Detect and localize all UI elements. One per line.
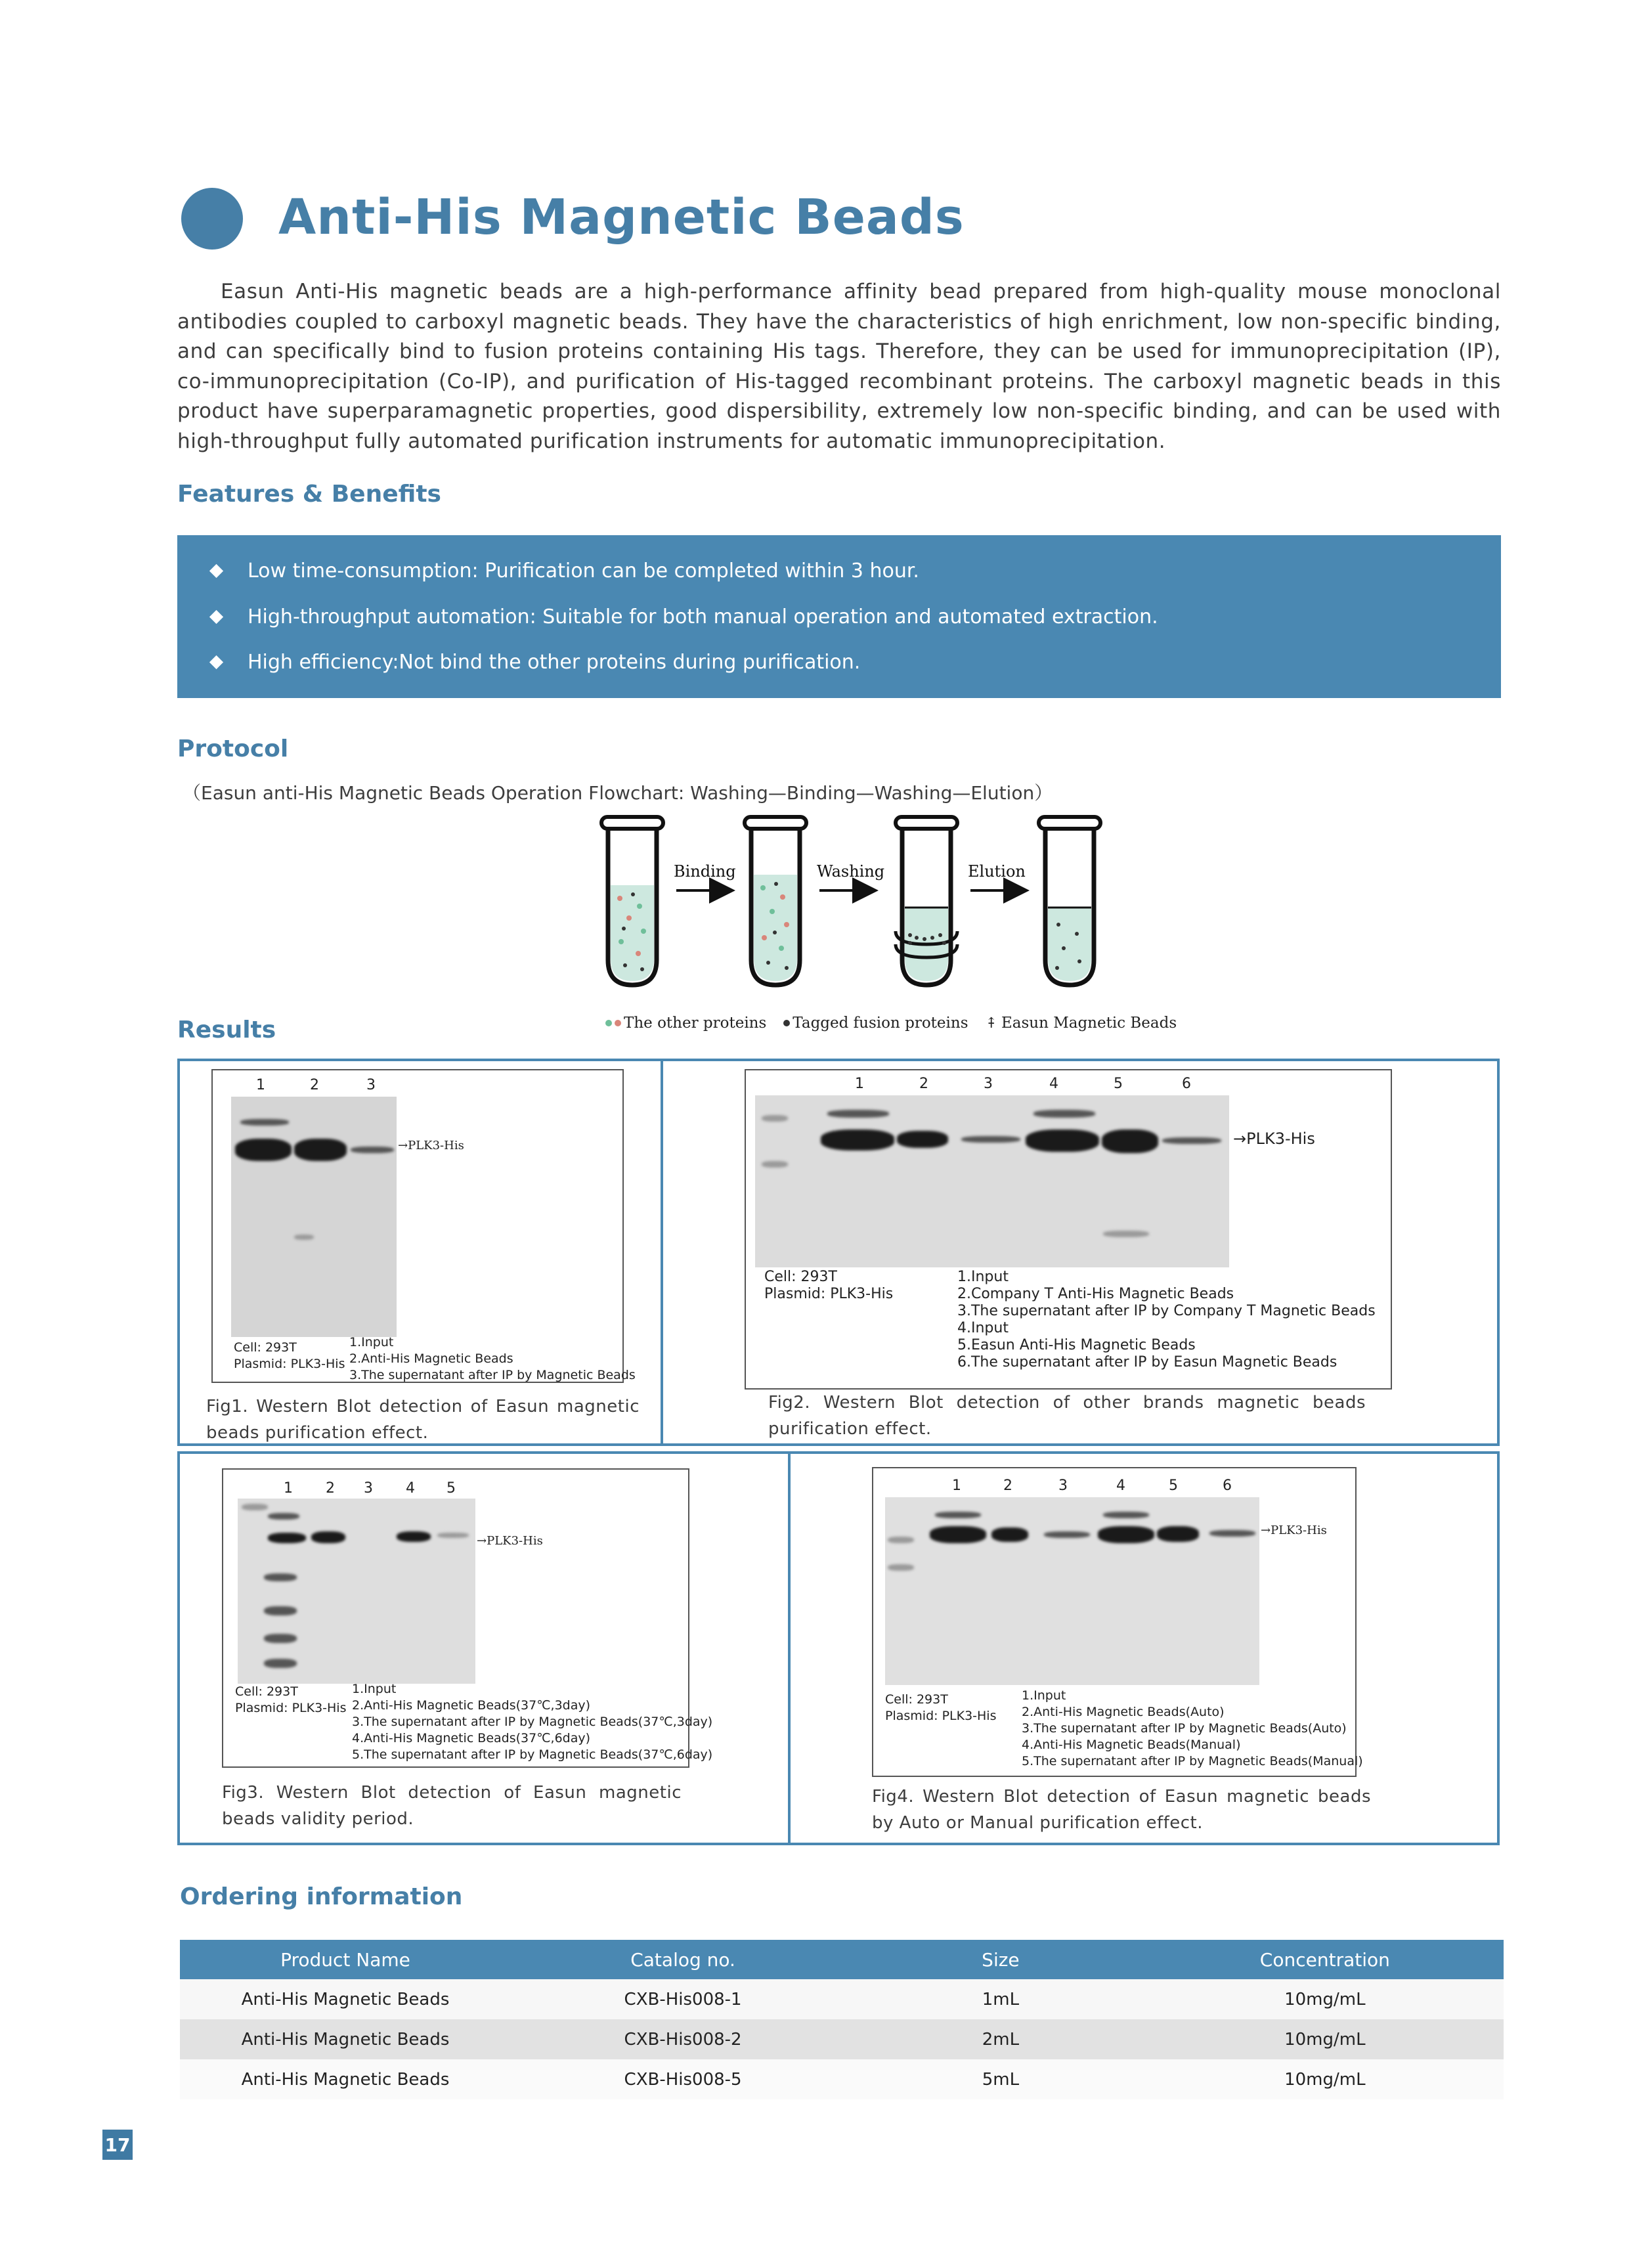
fig4-caption: Fig4. Western Blot detection of Easun magnetic beads by Auto or Manual purification effect. <box>872 1787 1371 1833</box>
lane-legend-item: 5.The supernatant after IP by Magnetic Beads(Manual) <box>1022 1754 1363 1768</box>
lane-number: 5 <box>1114 1076 1123 1092</box>
lane-legend-item: 1.Input <box>957 1269 1009 1285</box>
fig3-panel <box>177 1451 791 1845</box>
lane-number: 2 <box>326 1480 335 1497</box>
fig1-lane-legend <box>349 1334 636 1384</box>
legend-tagged-proteins <box>783 1015 968 1032</box>
fig1-caption: Fig1. Western Blot detection of Easun magnetic beads purification effect. <box>206 1397 640 1443</box>
fig2-target-label: →PLK3-His <box>1233 1129 1315 1148</box>
fig3-cell-info <box>235 1684 346 1717</box>
lane-legend-item: 1.Input <box>349 1335 394 1349</box>
table-header-row <box>180 1940 1504 1979</box>
features-heading: Features & Benefits <box>177 481 441 508</box>
table-row <box>180 1979 1504 2019</box>
fig4-panel <box>788 1451 1500 1845</box>
fig1-panel <box>177 1059 663 1446</box>
features-box <box>177 535 1501 698</box>
lane-legend-item: 2.Anti-His Magnetic Beads(37℃,3day) <box>352 1698 591 1713</box>
fig4-cell-info <box>885 1692 996 1724</box>
lane-legend-item: 3.The supernatant after IP by Magnetic Beads <box>349 1368 636 1382</box>
fig2-lane-legend <box>957 1269 1376 1371</box>
diamond-bullet-icon <box>209 609 223 623</box>
lane-legend-item: 2.Company T Anti-His Magnetic Beads <box>957 1286 1234 1302</box>
lane-legend-item: 1.Input <box>1022 1688 1066 1703</box>
feature-item <box>209 649 860 675</box>
fig3-target-label: →PLK3-His <box>477 1534 543 1548</box>
lane-legend-item: 5.The supernatant after IP by Magnetic Beads(37℃,6day) <box>352 1747 713 1762</box>
green-dot-icon <box>605 1020 612 1026</box>
title-bullet <box>181 188 243 250</box>
lane-legend-item: 4.Input <box>957 1320 1009 1336</box>
lane-legend-item: 3.The supernatant after IP by Magnetic Beads(Auto) <box>1022 1721 1347 1736</box>
step-washing: Washing <box>817 862 885 881</box>
lane-legend-item: 6.The supernatant after IP by Easun Magnetic Beads <box>957 1354 1337 1370</box>
lane-number: 1 <box>256 1077 265 1093</box>
fig4-lane-legend <box>1022 1688 1363 1770</box>
plasmid-label: Plasmid: PLK3-His <box>885 1709 997 1723</box>
feature-text: Low time-consumption: Purification can be completed within 3 hour. <box>248 559 919 582</box>
fig4-blot-frame <box>872 1467 1363 1777</box>
fig2-cell-info <box>764 1269 893 1303</box>
lane-number: 3 <box>366 1077 376 1093</box>
protocol-description: （Easun anti-His Magnetic Beads Operation Flowchart: Washing—Binding—Washing—Elution） <box>183 782 1053 804</box>
lane-number: 2 <box>1003 1478 1012 1494</box>
lane-number: 6 <box>1223 1478 1232 1494</box>
lane-legend-item: 1.Input <box>352 1682 397 1696</box>
results-heading: Results <box>177 1017 276 1043</box>
tube-1-icon <box>601 817 663 985</box>
step-elution: Elution <box>968 862 1026 881</box>
plasmid-label: Plasmid: PLK3-His <box>234 1357 345 1371</box>
lane-legend-item: 2.Anti-His Magnetic Beads(Auto) <box>1022 1705 1225 1719</box>
cell-label: Cell: 293T <box>235 1684 298 1699</box>
lane-number: 3 <box>364 1480 373 1497</box>
table-cell: CXB-His008-2 <box>511 2019 855 2059</box>
fig1-blot-frame <box>211 1069 636 1383</box>
feature-item <box>209 603 1158 630</box>
table-cell: 10mg/mL <box>1146 2019 1504 2059</box>
protocol-flowchart <box>578 813 1116 1040</box>
fig3-lane-legend <box>352 1681 712 1763</box>
fig2-caption: Fig2. Western Blot detection of other brands magnetic beads purification effect. <box>768 1393 1366 1439</box>
legend-label: Tagged fusion proteins <box>793 1015 968 1032</box>
black-dot-icon <box>783 1020 790 1026</box>
legend-label: The other proteins <box>624 1015 767 1032</box>
table-cell: 10mg/mL <box>1146 1979 1504 2019</box>
cell-label: Cell: 293T <box>764 1269 837 1285</box>
fig2-blot-image <box>755 1095 1229 1267</box>
fig1-target-label: →PLK3-His <box>398 1139 464 1152</box>
fig4-blot-image <box>885 1497 1259 1685</box>
fig2-panel <box>661 1059 1500 1446</box>
feature-text: High efficiency:Not bind the other proteins during purification. <box>248 650 861 674</box>
lane-number: 4 <box>1049 1076 1058 1092</box>
lane-legend-item: 3.The supernatant after IP by Company T Magnetic Beads <box>957 1303 1376 1319</box>
table-cell: Anti-His Magnetic Beads <box>180 2059 511 2099</box>
table-cell: Anti-His Magnetic Beads <box>180 2019 511 2059</box>
ordering-table <box>180 1940 1504 2099</box>
plasmid-label: Plasmid: PLK3-His <box>235 1701 347 1715</box>
page-title: Anti-His Magnetic Beads <box>278 189 965 246</box>
lane-number: 5 <box>446 1480 456 1497</box>
table-cell: CXB-His008-5 <box>511 2059 855 2099</box>
table-row <box>180 2019 1504 2059</box>
tube-2-icon <box>745 817 806 985</box>
cell-label: Cell: 293T <box>234 1340 297 1355</box>
lane-number: 3 <box>984 1076 993 1092</box>
lane-number: 6 <box>1182 1076 1191 1092</box>
lane-number: 1 <box>855 1076 864 1092</box>
table-cell: Anti-His Magnetic Beads <box>180 1979 511 2019</box>
lane-number: 2 <box>919 1076 928 1092</box>
lane-number: 4 <box>1116 1478 1125 1494</box>
intro-paragraph: Easun Anti-His magnetic beads are a high-performance affinity bead prepared from high-quality mouse monoclonal antibodies coupled to carboxyl magnetic beads. They have the characteristics of high enrichment, low non-specific binding, and can specifically bind to fusion proteins containing His tags. Therefore, they can be used for immunoprecipitation (IP), co-immunoprecipitation (Co-IP), and purification of His-tagged recombinant proteins. The carboxyl magnetic beads in this product have superparamagnetic properties, good dispersibility, extremely low non-specific binding, and can be used with high-throughput fully automated purification instruments for automatic immunoprecipitation. <box>177 280 1501 453</box>
red-dot-icon <box>615 1020 621 1026</box>
table-cell: 10mg/mL <box>1146 2059 1504 2099</box>
column-header: Size <box>855 1940 1146 1979</box>
lane-number: 2 <box>310 1077 319 1093</box>
cell-label: Cell: 293T <box>885 1692 948 1707</box>
lane-legend-item: 3.The supernatant after IP by Magnetic Beads(37℃,3day) <box>352 1715 713 1729</box>
feature-text: High-throughput automation: Suitable for both manual operation and automated extraction. <box>248 605 1158 628</box>
table-cell: 2mL <box>855 2019 1146 2059</box>
fig4-target-label: →PLK3-His <box>1261 1523 1327 1537</box>
column-header: Catalog no. <box>511 1940 855 1979</box>
diamond-bullet-icon <box>209 563 223 577</box>
legend-other-proteins <box>605 1015 766 1032</box>
feature-item <box>209 558 919 584</box>
flowchart-legend <box>605 1010 1194 1036</box>
step-binding: Binding <box>674 862 736 881</box>
fig3-blot-image <box>238 1499 475 1684</box>
legend-magnetic-beads <box>986 1015 1177 1032</box>
tube-4-icon <box>1039 817 1100 985</box>
bead-icon: ⤉ <box>985 1015 997 1032</box>
lane-legend-item: 5.Easun Anti-His Magnetic Beads <box>957 1337 1196 1353</box>
lane-legend-item: 4.Anti-His Magnetic Beads(Manual) <box>1022 1738 1241 1752</box>
column-header: Concentration <box>1146 1940 1504 1979</box>
table-cell: CXB-His008-1 <box>511 1979 855 2019</box>
lane-number: 5 <box>1169 1478 1178 1494</box>
page-number: 17 <box>102 2130 133 2160</box>
legend-label: Easun Magnetic Beads <box>1001 1015 1177 1032</box>
fig3-blot-frame <box>222 1468 713 1768</box>
ordering-heading: Ordering information <box>180 1883 463 1910</box>
lane-number: 3 <box>1058 1478 1068 1494</box>
lane-number: 1 <box>284 1480 293 1497</box>
table-row <box>180 2059 1504 2099</box>
fig3-caption: Fig3. Western Blot detection of Easun magnetic beads validity period. <box>222 1783 682 1829</box>
table-cell: 1mL <box>855 1979 1146 2019</box>
fig1-blot-image <box>231 1097 397 1337</box>
fig2-blot-frame <box>745 1069 1392 1390</box>
protocol-heading: Protocol <box>177 735 289 762</box>
lane-legend-item: 2.Anti-His Magnetic Beads <box>349 1351 513 1366</box>
lane-legend-item: 4.Anti-His Magnetic Beads(37℃,6day) <box>352 1731 591 1745</box>
table-cell: 5mL <box>855 2059 1146 2099</box>
lane-number: 1 <box>952 1478 961 1494</box>
fig1-cell-info <box>234 1340 345 1372</box>
diamond-bullet-icon <box>209 655 223 668</box>
column-header: Product Name <box>180 1940 511 1979</box>
plasmid-label: Plasmid: PLK3-His <box>764 1286 894 1302</box>
lane-number: 4 <box>406 1480 415 1497</box>
tube-3-icon <box>896 817 957 985</box>
